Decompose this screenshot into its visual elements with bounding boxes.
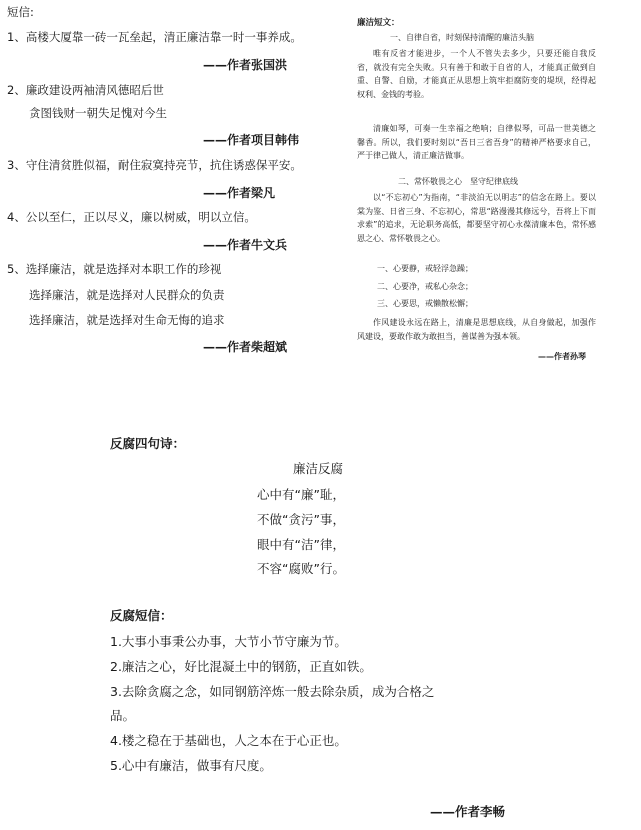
essay-paragraph-4: 作风建设永远在路上，清廉是思想底线，从自身做起，加强作风建设，要敢作敢为敢担当，善谋善为强本领。 (357, 318, 596, 341)
essay-list-item-3: 三、心要思，戒懒散松懈； (377, 299, 473, 308)
essay-heading-2: 二、常怀敬畏之心 坚守纪律底线 (398, 177, 518, 186)
sms-item-5-line-2: 选择廉洁，就是选择对人民群众的负责 (29, 288, 225, 302)
message-line-2: 2.廉洁之心，好比混凝土中的钢筋，正直如铁。 (110, 659, 372, 674)
poem-title: 廉洁反腐 (293, 461, 344, 476)
sms-author-4: ——作者牛文兵 (203, 238, 288, 252)
sms-author-1: ——作者张国洪 (203, 58, 288, 72)
essay-paragraph-2: 清廉如琴，可奏一生幸福之绝响；自律似琴，可品一世美德之馨香。所以，我们要时刻以“吾日三省吾身”的精神严格要求自己，严于律己做人，清正廉洁做事。 (357, 124, 596, 160)
essay-paragraph-3: 以“不忘初心”为指南，“非淡泊无以明志”的信念在路上。要以棠为鉴、日省三身、不忘初心，常思“路漫漫其修远兮，吾将上下而求索”的追求，无论职务高低，都要坚守初心永葆清廉本色，常怀感恩之心、常怀敬畏之心。 (357, 193, 596, 243)
sms-item-3: 3、守住清贫胜似福，耐住寂寞持亮节，抗住诱惑保平安。 (7, 158, 302, 172)
message-line-3: 3.去除贪腐之念，如同钢筋淬炼一般去除杂质，成为合格之 (110, 684, 435, 699)
sms-author-2: ——作者项目韩伟 (203, 133, 300, 147)
poem-line-4: 不容“腐败”行。 (257, 561, 345, 576)
poem-line-2: 不做“贪污”事， (257, 512, 345, 527)
essay-author: ——作者孙琴 (538, 352, 586, 361)
sms-item-5-line-1: 5、选择廉洁，就是选择对本职工作的珍视 (7, 262, 222, 276)
sms-item-4: 4、公以至仁，正以尽义，廉以树威，明以立信。 (7, 210, 256, 224)
sms-item-2-line-2: 贪图钱财一朝失足愧对今生 (29, 106, 167, 120)
message-line-1: 1.大事小事秉公办事，大节小节守廉为节。 (110, 634, 347, 649)
poem-line-1: 心中有“廉”耻， (257, 487, 345, 502)
poem-line-3: 眼中有“洁”律， (257, 537, 345, 552)
essay-paragraph-1: 唯有反省才能进步，一个人不管失去多少，只要还能自我反省，就没有完全失败。只有善于和敢于自省的人，才能真正做到自重、自警、自励，才能真正从思想上筑牢拒腐防变的堤坝，经得起权利、金钱的考验。 (357, 49, 596, 99)
essay-list-item-1: 一、心要静，戒轻浮急躁； (377, 264, 473, 273)
message-line-4: 4.楼之稳在于基础也，人之本在于心正也。 (110, 733, 347, 748)
sms-item-1: 1、高楼大厦靠一砖一瓦垒起，清正廉洁靠一时一事养成。 (7, 30, 302, 44)
essay-list-item-2: 二、心要净，戒私心杂念； (377, 282, 473, 291)
messages-heading: 反腐短信： (110, 608, 173, 623)
sms-author-3: ——作者梁凡 (203, 186, 276, 200)
poem-heading: 反腐四句诗： (110, 436, 186, 451)
message-line-3-cont: 品。 (110, 708, 136, 723)
sms-item-2-line-1: 2、廉政建设两袖清风德昭后世 (7, 83, 164, 97)
sms-author-5: ——作者柴超斌 (203, 340, 288, 354)
sms-title: 短信: (7, 5, 34, 19)
essay-heading-1: 一、自律自省，时刻保持清醒的廉洁头脑 (390, 33, 534, 42)
message-line-5: 5.心中有廉洁，做事有尺度。 (110, 758, 272, 773)
sms-item-5-line-3: 选择廉洁，就是选择对生命无悔的追求 (29, 313, 225, 327)
messages-author: ——作者李畅 (430, 804, 506, 819)
essay-title: 廉洁短文： (357, 18, 400, 28)
